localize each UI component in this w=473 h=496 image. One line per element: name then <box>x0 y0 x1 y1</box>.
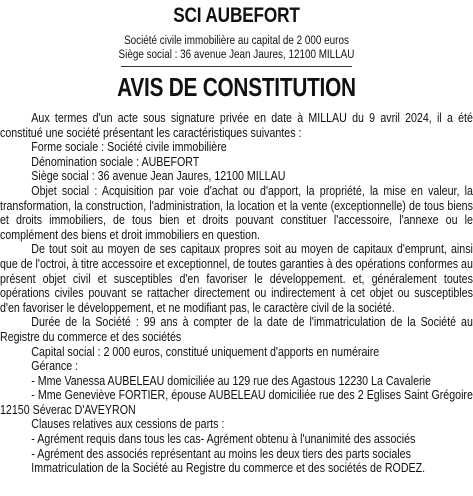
registered-office: Siège social : 36 avenue Jean Jaures, 12100 MILLAU <box>118 49 355 61</box>
clauses-label: Clauses relatives aux cessions de parts : <box>31 417 225 432</box>
clause-1: - Agrément requis dans tous les cas- Agrément obtenu à l'unanimité des associés <box>31 432 416 447</box>
notice-title: AVIS DE CONSTITUTION <box>117 72 356 102</box>
company-form: Société civile immobilière au capital de 2 000 euros <box>124 35 349 47</box>
clause-2: - Agrément des associés représentant au moins les deux tiers des parts sociales <box>31 446 411 461</box>
gerant-1: - Mme Vanessa AUBELEAU domiciliée au 129 rue des Agastous 12230 La Cavalerie <box>31 373 431 388</box>
company-name: SCI AUBEFORT <box>173 4 300 27</box>
notice-body <box>0 111 473 476</box>
duree-societe: Durée de la Société : 99 ans à compter de la date de l'immatriculation de la Société au Registre du commerce et des sociétés <box>0 315 473 344</box>
objet-social: Objet social : Acquisition par voie d'achat ou d'apport, la propriété, la mise en valeur, la transformation, la construction, l'administration, la location et la vente (exceptionnelle) de tous biens et droits immobiliers, de tous bien et droits pouvant constituer l'accessoire, l'annexe ou le complément des biens et droit immobiliers en question. <box>0 183 473 242</box>
divider <box>121 66 352 67</box>
forme-sociale: Forme sociale : Société civile immobilière <box>31 140 227 155</box>
gerance-label: Gérance : <box>31 359 79 374</box>
denomination-sociale: Dénomination sociale : AUBEFORT <box>31 154 200 169</box>
immatriculation: Immatriculation de la Société au Registre du commerce et des sociétés de RODEZ. <box>31 461 426 476</box>
capital-social: Capital social : 2 000 euros, constitué uniquement d'apports en numéraire <box>31 344 380 359</box>
gerant-2: - Mme Geneviève FORTIER, épouse AUBELEAU domiciliée rue des 2 Eglises Saint Grégoire 12150 Séverac D'AVEYRON <box>0 388 473 417</box>
moyens-paragraph: De tout soit au moyen de ses capitaux propres soit au moyen de capitaux d'emprunt, ainsi que de l'octroi, à titre accessoire et exceptionnel, de toutes garanties à des opérations conformes au présent objet civil et susceptibles d'en favoriser le développement. et, généralement toutes opérations civiles pouvant se rattacher directement ou indirectement à cet objet ou susceptibles d'en favoriser le développement, et ne modifiant pas, le caractère civil de la société. <box>0 242 473 315</box>
siege-social: Siège social : 36 avenue Jean Jaures, 12100 MILLAU <box>31 169 286 184</box>
intro-paragraph: Aux termes d'un acte sous signature privée en date à MILLAU du 9 avril 2024, il a été constitué une société présentant les caractéristiques suivantes : <box>0 111 473 140</box>
